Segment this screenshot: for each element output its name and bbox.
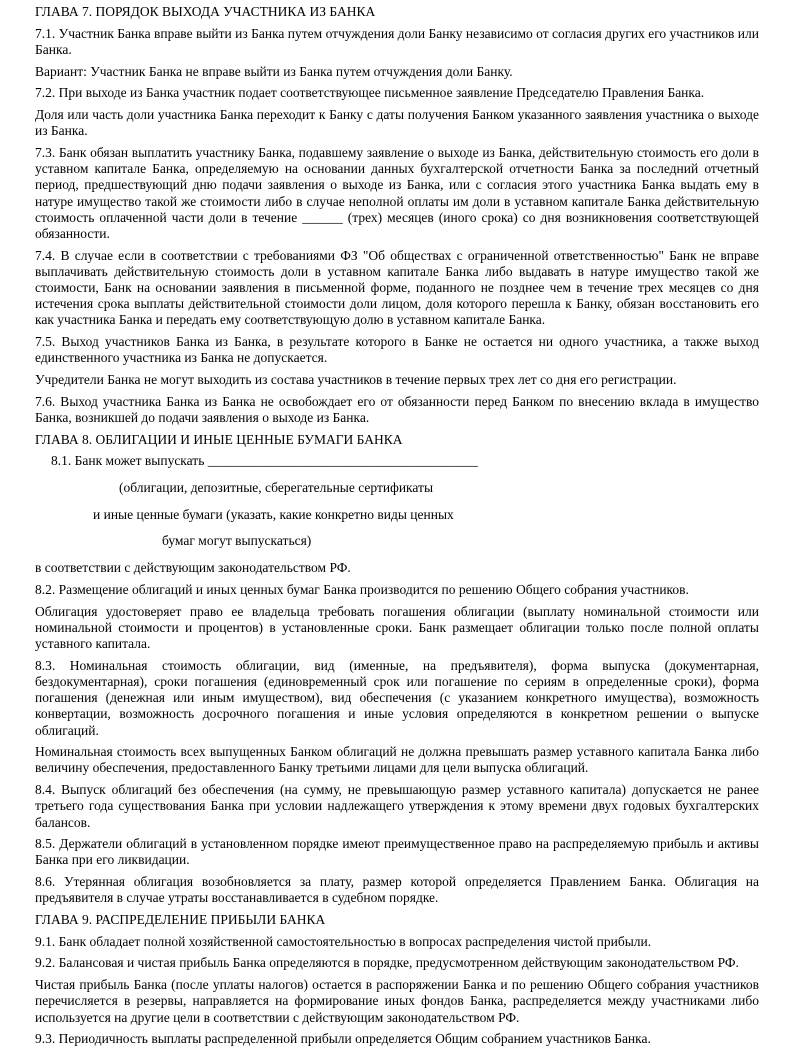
chapter-heading: ГЛАВА 7. ПОРЯДОК ВЫХОДА УЧАСТНИКА ИЗ БАНКА	[35, 4, 376, 19]
paragraph: 7.2. При выходе из Банка участник подает соответствующее письменное заявление Председателю Правления Банка.	[35, 85, 705, 101]
paragraph: 7.6. Выход участника Банка из Банка не освобождает его от обязанности перед Банком по внесению вклада в имущество Банка, возникшей до подачи заявления о выходе из Банка.	[35, 393, 759, 425]
paragraph: Учредители Банка не могут выходить из состава участников в течение первых трех лет со дня его регистрации.	[35, 372, 677, 388]
paragraph: 9.3. Периодичность выплаты распределенной прибыли определяется Общим собранием участников Банка.	[35, 1031, 651, 1047]
paragraph: Чистая прибыль Банка (после уплаты налогов) остается в распоряжении Банка и по решению Общего собрания участников перечисляется в резервы, направляется на формирование иных фондов Банка, распределяется между участниками либо используется на другие цели в соответствии с действующим законодательством РФ.	[35, 977, 759, 1025]
chapter-heading: ГЛАВА 8. ОБЛИГАЦИИ И ИНЫЕ ЦЕННЫЕ БУМАГИ БАНКА	[35, 431, 403, 447]
paragraph: 7.4. В случае если в соответствии с требованиями ФЗ "Об обществах с ограниченной ответственностью" Банк не вправе выплачивать действительную стоимость доли в уставном капитале Банка либо выдавать в натуре имущество такой же стоимости, Банк на основании заявления в письменной форме, поданного не позднее чем в течение трех месяцев со дня истечения срока выплаты действительной стоимости доли лицом, доля которого перешла к Банку, обязан восстановить его как участника Банка и передать ему соответствующую долю в уставном капитале Банка.	[35, 247, 759, 328]
paragraph: Облигация удостоверяет право ее владельца требовать погашения облигации (выплату номинальной стоимости или номинальной стоимости и процентов) в установленные сроки. Банк размещает облигации только после полной оплаты уставного капитала.	[35, 603, 759, 651]
paragraph: 7.1. Участник Банка вправе выйти из Банка путем отчуждения доли Банку независимо от согласия других его участников или Банка.	[35, 25, 759, 57]
indented-line: (облигации, депозитные, сберегательные сертификаты	[119, 480, 434, 496]
paragraph: в соответствии с действующим законодательством РФ.	[35, 560, 351, 576]
indented-line: и иные ценные бумаги (указать, какие конкретно виды ценных	[93, 506, 454, 522]
paragraph: 7.3. Банк обязан выплатить участнику Банка, подавшему заявление о выходе из Банка, действительную стоимость его доли в уставном капитале Банка, определяемую на основании данных бухгалтерской отчетности Банка за последний отчетный период, предшествующий дню подачи заявления о выходе из Банка, или с согласия этого участника Банка выдать ему в натуре имущество такой же стоимости либо в случае неполной оплаты им доли в уставном капитале Банка действительную стоимость оплаченной части доли в течение ______ (трех) месяцев (иного срока) со дня возникновения соответствующей обязанности.	[35, 144, 759, 241]
paragraph: 9.1. Банк обладает полной хозяйственной самостоятельностью в вопросах распределения чистой прибыли.	[35, 933, 652, 949]
paragraph: 7.5. Выход участников Банка из Банка, в результате которого в Банке не остается ни одного участника, а также выход единственного участника из Банка не допускается.	[35, 334, 759, 366]
paragraph: 8.4. Выпуск облигаций без обеспечения (на сумму, не превышающую размер уставного капитала) допускается не ранее третьего года существования Банка при условии надлежащего утверждения к этому времени двух годовых бухгалтерских балансов.	[35, 782, 759, 830]
paragraph: 8.5. Держатели облигаций в установленном порядке имеют преимущественное право на распределяемую прибыль и активы Банка при его ликвидации.	[35, 836, 759, 868]
paragraph: Вариант: Участник Банка не вправе выйти из Банка путем отчуждения доли Банку.	[35, 63, 513, 79]
paragraph: 9.2. Балансовая и чистая прибыль Банка определяются в порядке, предусмотренном действующим законодательством РФ.	[35, 955, 739, 971]
paragraph: 8.2. Размещение облигаций и иных ценных бумаг Банка производится по решению Общего собрания участников.	[35, 581, 689, 597]
paragraph: 8.6. Утерянная облигация возобновляется за плату, размер которой определяется Правлением Банка. Облигация на предъявителя в случае утраты восстанавливается в судебном порядке.	[35, 874, 759, 906]
indented-line: 8.1. Банк может выпускать ________________________________________	[51, 453, 478, 469]
paragraph: Доля или часть доли участника Банка переходит к Банку с даты получения Банком указанного заявления участника о выходе из Банка.	[35, 107, 759, 139]
indented-line: бумаг могут выпускаться)	[162, 533, 312, 549]
chapter-heading: ГЛАВА 9. РАСПРЕДЕЛЕНИЕ ПРИБЫЛИ БАНКА	[35, 912, 326, 928]
paragraph: Номинальная стоимость всех выпущенных Банком облигаций не должна превышать размер уставного капитала Банка либо величину обеспечения, предоставленного Банку третьими лицами для цели выпуска облигаций.	[35, 744, 759, 776]
paragraph: 8.3. Номинальная стоимость облигации, вид (именные, на предъявителя), форма выпуска (документарная, бездокументарная), сроки погашения (единовременный срок или погашение по сериям в определенные сроки), форма погашения (денежная или иным имуществом), вид обеспечения (с указанием конкретного имущества), возможность конвертации, возможность досрочного погашения и иные условия определяются в конкретном решении о выпуске облигаций.	[35, 657, 759, 738]
